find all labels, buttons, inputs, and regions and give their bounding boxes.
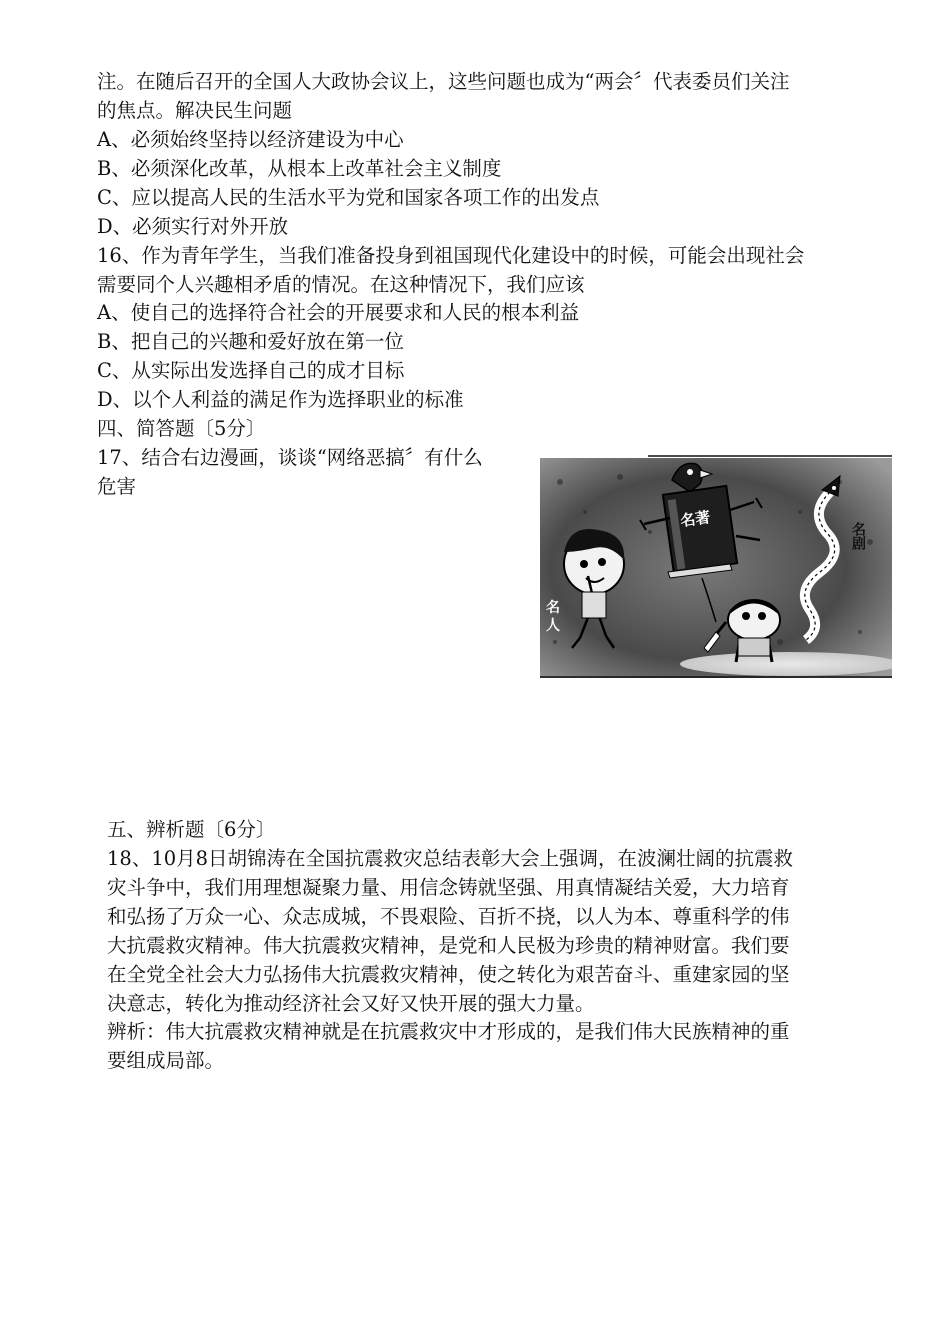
q18-line-2: 灾斗争中，我们用理想凝聚力量、用信念铸就坚强、用真情凝结关爱，大力培育: [107, 876, 790, 899]
person-label-2: 人: [546, 618, 560, 634]
drama-label: 名剧: [850, 522, 866, 550]
q15-stem-line-2: 的焦点。解决民生问题: [97, 99, 293, 122]
q18-line-3: 和弘扬了万众一心、众志成城，不畏艰险、百折不挠，以人为本、尊重科学的伟: [107, 905, 790, 928]
q15-option-c: C、应以提高人民的生活水平为党和国家各项工作的出发点: [97, 186, 600, 209]
q15-stem-line-1: 注。在随后召开的全国人大政协会议上，这些问题也成为“两会〞代表委员们关注: [97, 70, 790, 93]
q18-line-6: 决意志，转化为推动经济社会又好又快开展的强大力量。: [107, 992, 595, 1015]
cartoon-illustration: [540, 452, 892, 678]
section4-heading: 四、简答题〔5分〕: [97, 417, 266, 440]
q16-option-a: A、使自己的选择符合社会的开展要求和人民的根本利益: [97, 301, 580, 324]
q16-option-d: D、以个人利益的满足作为选择职业的标准: [97, 388, 464, 411]
q15-option-d: D、必须实行对外开放: [97, 215, 289, 238]
q18-line-1: 18、10月8日胡锦涛在全国抗震救灾总结表彰大会上强调，在波澜壮阔的抗震救: [107, 847, 794, 870]
person-label-1: 名: [546, 600, 560, 616]
q18-line-4: 大抗震救灾精神。伟大抗震救灾精神，是党和人民极为珍贵的精神财富。我们要: [107, 934, 790, 957]
q16-option-c: C、从实际出发选择自己的成才目标: [97, 359, 405, 382]
q17-line-2: 危害: [97, 475, 137, 498]
q16-stem-line-2: 需要同个人兴趣相矛盾的情况。在这种情况下，我们应该: [97, 273, 585, 296]
q16-stem-line-1: 16、作为青年学生，当我们准备投身到祖国现代化建设中的时候，可能会出现社会: [97, 244, 805, 267]
analysis-line-1: 辨析：伟大抗震救灾精神就是在抗震救灾中才形成的，是我们伟大民族精神的重: [107, 1020, 790, 1043]
q17-line-1: 17、结合右边漫画，谈谈“网络恶搞〞有什么: [97, 446, 483, 469]
analysis-line-2: 要组成局部。: [107, 1049, 225, 1072]
q15-option-a: A、必须始终坚持以经济建设为中心: [97, 128, 404, 151]
q16-option-b: B、把自己的兴趣和爱好放在第一位: [97, 330, 404, 353]
cartoon-floor: [680, 652, 892, 676]
q15-option-b: B、必须深化改革，从根本上改革社会主义制度: [97, 157, 502, 180]
book-label: 名著: [679, 508, 712, 531]
q18-line-5: 在全党全社会大力弘扬伟大抗震救灾精神，使之转化为艰苦奋斗、重建家园的坚: [107, 963, 790, 986]
section5-heading: 五、辨析题〔6分〕: [107, 818, 276, 841]
